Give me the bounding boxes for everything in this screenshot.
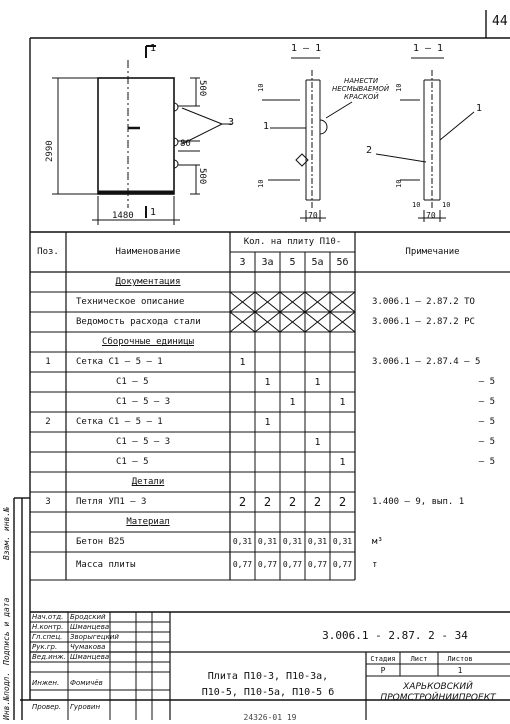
row-qty: 0,77 xyxy=(257,560,278,569)
callout-1-right: 1 xyxy=(476,103,483,114)
side-label-sign: Подпись и дата xyxy=(2,597,11,665)
callout-3: 3 xyxy=(228,117,235,128)
header-qty: Кол. на плиту П10- xyxy=(243,237,342,247)
sheet-label: Лист xyxy=(410,655,428,663)
row-note: – 5 xyxy=(478,417,495,427)
row-note: 1.400 – 9, вып. 1 xyxy=(372,497,465,507)
signature-role: Провер. xyxy=(32,703,62,711)
section-mark-top: 1 xyxy=(150,43,157,54)
row-section-title: Материал xyxy=(126,517,170,527)
row-qty: 1 xyxy=(264,417,271,428)
organization-line-2: ПРОМСТРОЙНИИПРОЕКТ xyxy=(380,693,496,703)
row-qty: 1 xyxy=(314,437,321,448)
row-qty: 0,31 xyxy=(232,537,253,546)
row-qty: 0,31 xyxy=(307,537,328,546)
section-view-left xyxy=(262,58,352,222)
row-pos: 1 xyxy=(45,357,51,367)
page-number: 44 xyxy=(492,14,508,29)
row-pos: 2 xyxy=(45,417,51,427)
row-note: – 5 xyxy=(478,377,495,387)
qty-col-header: 3 xyxy=(239,257,246,268)
sheets-value: 1 xyxy=(457,666,463,675)
callout-2: 2 xyxy=(366,145,373,156)
row-name: С1 – 5 – 3 xyxy=(116,437,171,447)
dim-80: 80 xyxy=(180,139,191,149)
plan-view xyxy=(52,43,235,225)
section-title-right: 1 – 1 xyxy=(412,43,444,54)
row-name: Масса плиты xyxy=(76,560,136,570)
signature-name: Зворыгецкий xyxy=(70,633,119,641)
row-qty: 0,31 xyxy=(332,537,353,546)
qty-col-header: 5 xyxy=(289,257,296,268)
header-note: Примечание xyxy=(405,247,460,257)
signature-role: Гл.спец. xyxy=(32,633,63,641)
row-name: Петля УП1 – 3 xyxy=(76,497,147,507)
row-qty: 0,77 xyxy=(282,560,303,569)
row-qty: 2 xyxy=(263,495,272,509)
row-qty: 1 xyxy=(339,457,346,468)
stage-value: Р xyxy=(380,666,386,675)
stage-label: Стадия xyxy=(370,655,396,663)
row-pos: 3 xyxy=(45,497,51,507)
row-name: Ведомость расхода стали xyxy=(76,317,201,327)
row-qty: 1 xyxy=(314,377,321,388)
row-note: м³ xyxy=(372,537,383,547)
row-qty: 0,77 xyxy=(307,560,328,569)
row-qty: 0,77 xyxy=(332,560,353,569)
row-qty: 0,31 xyxy=(257,537,278,546)
row-name: С1 – 5 – 3 xyxy=(116,397,171,407)
row-qty: 2 xyxy=(238,495,247,509)
header-name: Наименование xyxy=(115,247,181,257)
row-section-title: Документация xyxy=(115,277,181,287)
signature-role: Рук.гр. xyxy=(32,643,58,651)
row-note: 3.006.1 – 2.87.2 РС xyxy=(372,317,475,327)
signature-name: Шманцева xyxy=(70,623,110,631)
header-pos: Поз. xyxy=(37,247,59,257)
qty-col-header: 3а xyxy=(261,257,274,268)
row-qty: 1 xyxy=(339,397,346,408)
signature-role: Инжен. xyxy=(32,679,60,687)
signature-role: Нач.отд. xyxy=(32,613,64,621)
row-name: С1 – 5 xyxy=(116,457,149,467)
dim-10-c: 10 xyxy=(395,83,403,92)
note-line-3: КРАСКОЙ xyxy=(344,93,379,101)
row-qty: 0,77 xyxy=(232,560,253,569)
row-note: 3.006.1 – 2.87.2 ТО xyxy=(372,297,475,307)
row-qty: 2 xyxy=(338,495,347,509)
row-note: 3.006.1 – 2.87.4 – 5 xyxy=(372,357,481,367)
section-mark-bottom: 1 xyxy=(150,207,157,218)
title-line-1: Плита П10-3, П10-3а, xyxy=(207,671,329,682)
row-note: – 5 xyxy=(478,397,495,407)
row-qty: 0,31 xyxy=(282,537,303,546)
signature-name: Шманцева xyxy=(70,653,110,661)
note-line-2: НЕСМЫВАЕМОЙ xyxy=(332,85,390,93)
sheets-label: Листов xyxy=(447,655,473,663)
dim-500-bottom: 500 xyxy=(197,168,207,185)
signature-role: Н.контр. xyxy=(32,623,64,631)
signature-name: Чумакова xyxy=(70,643,106,651)
signature-name: Фомичёв xyxy=(70,679,103,687)
dim-10-a: 10 xyxy=(257,83,265,92)
dim-10-e: 10 xyxy=(412,201,421,209)
row-qty: 1 xyxy=(264,377,271,388)
qty-col-header: 5а xyxy=(311,257,324,268)
title-line-2: П10-5, П10-5а, П10-5 б xyxy=(201,687,335,698)
dim-2990: 2990 xyxy=(45,140,55,162)
section-view-right xyxy=(376,58,474,222)
row-qty: 1 xyxy=(289,397,296,408)
section-title-left: 1 – 1 xyxy=(291,43,322,54)
row-qty: 1 xyxy=(239,357,246,368)
signature-role: Вед.инж. xyxy=(32,653,66,661)
dim-10-b: 10 xyxy=(257,179,265,188)
qty-col-header: 5б xyxy=(336,257,349,268)
dim-70-mid: 70 xyxy=(308,211,318,220)
row-qty: 2 xyxy=(313,495,322,509)
note-line-1: НАНЕСТИ xyxy=(344,77,379,85)
row-note: т xyxy=(372,560,378,570)
side-label-inv: Инв.№подл. xyxy=(2,671,11,720)
row-note: – 5 xyxy=(478,457,495,467)
signature-name: Гуровин xyxy=(70,703,101,711)
row-name: С1 – 5 xyxy=(116,377,149,387)
row-qty: 2 xyxy=(288,495,297,509)
dim-500-top: 500 xyxy=(197,80,207,97)
dim-10-f: 10 xyxy=(442,201,451,209)
bottom-fragment: 24326-01 19 xyxy=(243,713,297,722)
organization-line-1: ХАРЬКОВСКИЙ xyxy=(403,682,473,692)
signature-name: Бродский xyxy=(70,613,106,621)
dim-10-d: 10 xyxy=(395,179,403,188)
side-label-replace: Взам. инв.№ xyxy=(2,507,11,560)
row-name: Сетка С1 – 5 – 1 xyxy=(76,417,163,427)
row-section-title: Сборочные единицы xyxy=(101,337,195,347)
row-section-title: Детали xyxy=(131,477,165,487)
dim-70-right: 70 xyxy=(426,211,436,220)
drawing-designation: 3.006.1 - 2.87. 2 - 34 xyxy=(322,629,468,642)
callout-1-mid: 1 xyxy=(263,121,270,132)
row-name: Бетон В25 xyxy=(76,537,125,547)
row-name: Сетка С1 – 5 – 1 xyxy=(76,357,163,367)
row-note: – 5 xyxy=(478,437,495,447)
row-name: Техническое описание xyxy=(76,297,185,307)
dim-1480: 1480 xyxy=(112,211,134,221)
